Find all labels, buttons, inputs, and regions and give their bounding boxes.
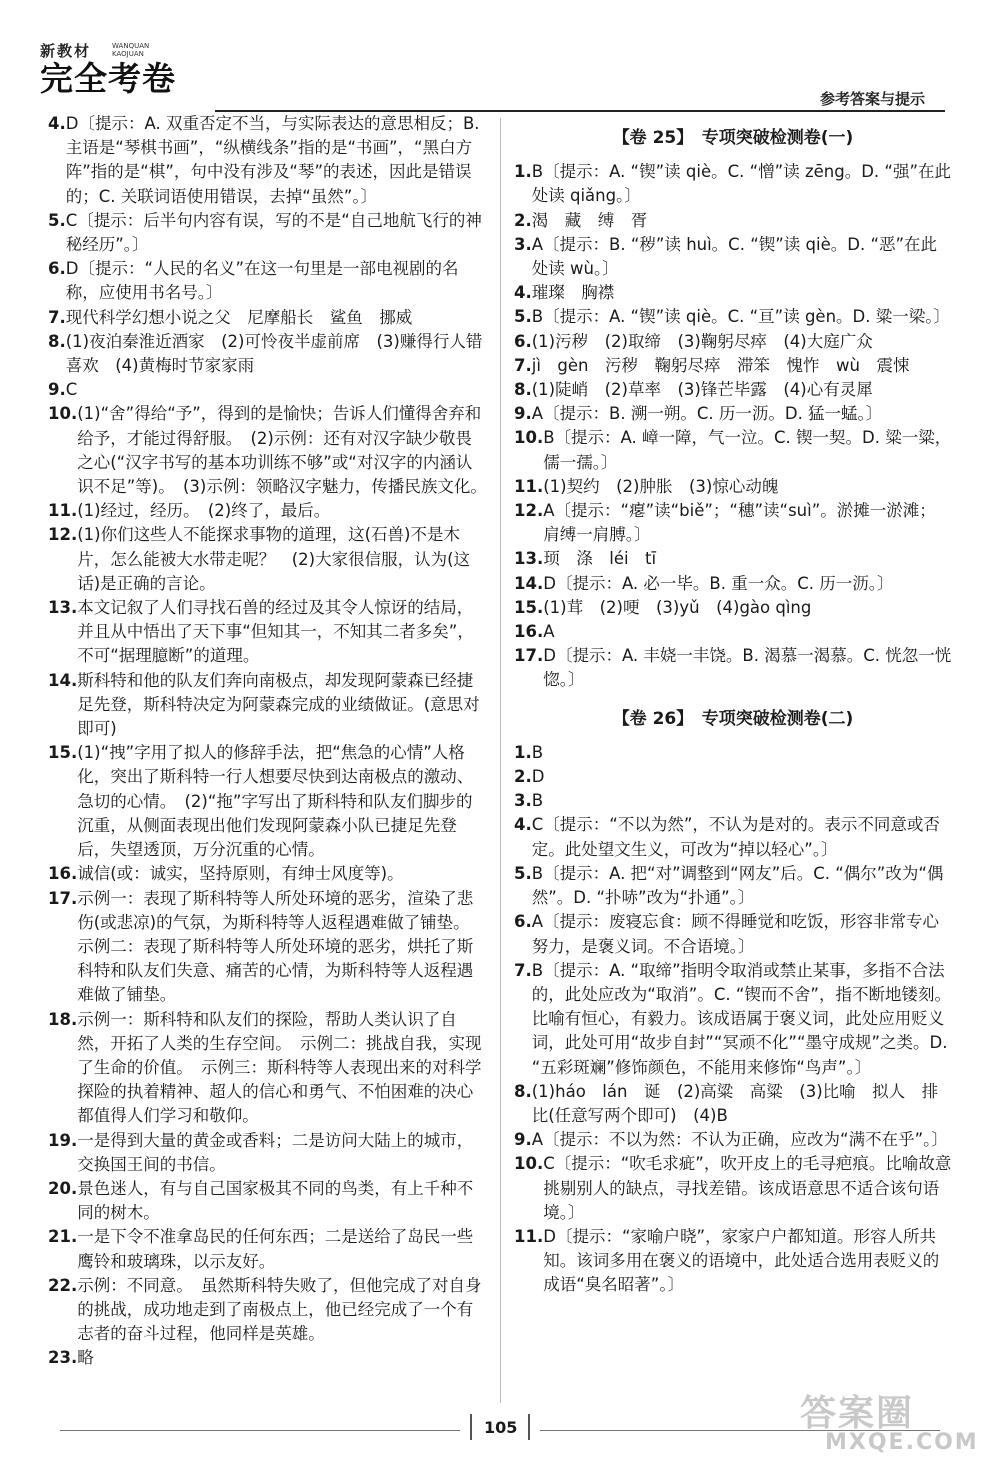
answer-number: 18. bbox=[48, 1009, 78, 1029]
answer-text: 一是下令不准拿岛民的任何东西；二是送给了岛民一些鹰铃和玻璃珠，以示友好。 bbox=[77, 1227, 474, 1271]
answer-number: 10. bbox=[514, 1154, 544, 1174]
answer-item bbox=[48, 499, 488, 523]
answer-text: D〔提示：A. 丰娆一丰饶。B. 渴慕一渴慕。C. 恍忽一恍惚。〕 bbox=[543, 646, 952, 690]
answer-text: D〔提示：A. 必一毕。B. 重一众。C. 历一沥。〕 bbox=[543, 573, 894, 593]
answer-item bbox=[514, 426, 952, 474]
answer-text: 示例一：表现了斯科特等人所处环境的恶劣，渲染了悲伤(或悲凉)的气氛，为斯科特等人返程遇难做了铺垫。 示例二：表现了斯科特等人所处环境的恶劣，烘托了斯科特和队友们失意、痛苦的心情，为斯科特等人返程遇难做了铺垫。 bbox=[77, 888, 478, 1005]
answer-text: (1)háo lán 诞 (2)高粱 高粱 (3)比喻 拟人 排比(任意写两个即可) (4)B bbox=[531, 1081, 939, 1125]
page-number: 105 bbox=[484, 1418, 518, 1437]
answer-number: 17. bbox=[514, 646, 544, 666]
answer-item bbox=[48, 209, 488, 257]
right-column bbox=[514, 112, 952, 1298]
answer-number: 13. bbox=[514, 549, 544, 569]
answer-number: 3. bbox=[514, 791, 532, 811]
answer-item bbox=[514, 354, 952, 378]
answer-item bbox=[514, 1152, 952, 1225]
answer-number: 21. bbox=[48, 1227, 78, 1247]
answer-number: 11. bbox=[514, 476, 544, 496]
answer-number: 22. bbox=[48, 1275, 78, 1295]
answer-item bbox=[48, 1225, 488, 1273]
answer-text: C〔提示：“不以为然”，不认为是对的。表示不同意或否定。此处望文生义，可改为“掉以轻心”。〕 bbox=[531, 815, 940, 859]
answer-item bbox=[514, 547, 952, 571]
answer-text: 略 bbox=[77, 1348, 94, 1368]
answer-item bbox=[514, 741, 952, 765]
answer-number: 17. bbox=[48, 888, 78, 908]
answer-item bbox=[48, 112, 488, 209]
answer-item bbox=[48, 402, 488, 499]
answer-text: 示例：不同意。 虽然斯科特失败了，但他完成了对自身的挑战，成功地走到了南极点上，他已经完成了一个有志者的奋斗过程，他同样是英雄。 bbox=[77, 1275, 482, 1344]
answer-number: 4. bbox=[514, 283, 532, 303]
answer-text: B〔提示：A. 嶂一障，气一泣。C. 锲一契。D. 粱一粱，儒一孺。〕 bbox=[543, 428, 952, 472]
answer-number: 6. bbox=[514, 912, 532, 932]
answer-text: C〔提示：后半句内容有误，写的不是“自己地航飞行的神秘经历”。〕 bbox=[65, 210, 482, 255]
answer-item bbox=[48, 887, 488, 1008]
answer-item bbox=[48, 1346, 488, 1370]
answer-text: (1)“舍”得给“予”，得到的是愉快；告诉人们懂得舍弃和给予，才能过得舒服。 (2)示例：还有对汉字缺少敬畏之心(“汉字书写的基本功训练不够”或“对汉字的内涵认识不足”等)。 (3)示例：领略汉字魅力，传播民族文化。 bbox=[77, 404, 487, 497]
brand-small-text: 新教材 bbox=[40, 42, 92, 60]
section-heading: 【卷 26】 专项突破检测卷(二) bbox=[612, 708, 854, 729]
answer-text: 斯科特和他的队友们奔向南极点，却发现阿蒙森已经捷足先登，斯科特决定为阿蒙森完成的业绩做证。(意思对即可) bbox=[77, 670, 480, 739]
answer-item bbox=[48, 596, 488, 669]
answer-item bbox=[514, 160, 952, 208]
answer-text: D〔提示：“人民的名义”在这一句里是一部电视剧的名称，应使用书名号。〕 bbox=[65, 259, 459, 303]
answer-item bbox=[514, 209, 952, 233]
answer-text: 顼 涤 léi tī bbox=[543, 549, 657, 569]
answer-number: 2. bbox=[514, 210, 532, 230]
answer-number: 8. bbox=[48, 331, 66, 351]
answer-number: 12. bbox=[48, 525, 78, 545]
answer-item bbox=[514, 378, 952, 402]
answer-number: 6. bbox=[48, 259, 66, 279]
answer-text: (1)污秽 (2)取缔 (3)鞠躬尽瘁 (4)大庭广众 bbox=[531, 331, 873, 351]
answer-text: A〔提示：废寝忘食：顾不得睡觉和吃饭，形容非常专心努力，是褒义词。不合语境。〕 bbox=[531, 912, 940, 956]
answer-text: D〔提示：A. 双重否定不当，与实际表达的意思相反；B. 主语是“琴棋书画”，“纵横线条”指的是“书画”，“黑白方阵”指的是“棋”，句中没有涉及“琴”的表述，因此是错误的；C. 关联词语使用错误，去掉“虽然”。〕 bbox=[65, 114, 480, 206]
answer-text: (1)你们这些人不能探求事物的道理，这(石兽)不是木片，怎么能被大水带走呢？ (2)大家很信服，认为(这话)是正确的言论。 bbox=[77, 525, 471, 593]
answer-number: 1. bbox=[514, 162, 532, 182]
answer-item bbox=[514, 233, 952, 281]
answer-item bbox=[514, 644, 952, 692]
answer-item bbox=[514, 1080, 952, 1128]
answer-item bbox=[48, 1129, 488, 1177]
answer-number: 10. bbox=[48, 404, 78, 424]
answer-number: 6. bbox=[514, 331, 532, 351]
answer-text: (1)“拽”字用了拟人的修辞手法，把“焦急的心情”人格化，突出了斯科特一行人想要尽快到达南极点的激动、急切的心情。 (2)“拖”字写出了斯科特和队友们脚步的沉重，从侧面表现出他们发现阿蒙森小队已捷足先登后，失望透顶，万分沉重的心情。 bbox=[77, 743, 474, 860]
answer-item bbox=[514, 499, 952, 547]
answer-item bbox=[514, 862, 952, 910]
answer-item bbox=[514, 959, 952, 1080]
answer-item bbox=[514, 330, 952, 354]
answer-item bbox=[514, 1225, 952, 1298]
answer-number: 15. bbox=[514, 597, 544, 617]
answer-number: 12. bbox=[514, 501, 544, 521]
answer-item bbox=[514, 305, 952, 329]
watermark-bottom: MXQE.COM bbox=[825, 1430, 979, 1455]
footer-line-left bbox=[60, 1430, 460, 1431]
answer-text: 渴 藏 缚 胥 bbox=[531, 210, 648, 230]
answer-item bbox=[48, 1274, 488, 1347]
brand-title: 完全考卷 bbox=[40, 59, 176, 98]
answer-item bbox=[514, 1128, 952, 1152]
answer-item bbox=[514, 813, 952, 861]
answer-item bbox=[48, 523, 488, 596]
answer-text: A〔提示：B. 溯一朔。C. 历一沥。D. 猛一蜢。〕 bbox=[531, 404, 883, 424]
answer-item bbox=[48, 1008, 488, 1129]
answer-text: jì gèn 污秽 鞠躬尽瘁 滞笨 愧怍 wù 震悚 bbox=[531, 355, 910, 375]
answer-item bbox=[48, 378, 488, 402]
answer-item bbox=[514, 596, 952, 620]
brand-pinyin bbox=[112, 42, 149, 58]
answer-text: (1)经过，经历。 (2)终了，最后。 bbox=[77, 501, 331, 521]
answer-item bbox=[48, 330, 488, 378]
answer-item bbox=[514, 765, 952, 789]
brand-pinyin-1: WANQUAN bbox=[112, 42, 150, 50]
answer-item bbox=[514, 572, 952, 596]
answer-number: 2. bbox=[514, 767, 532, 787]
section-heading: 【卷 25】 专项突破检测卷(一) bbox=[612, 128, 854, 148]
answer-number: 1. bbox=[514, 742, 532, 762]
answer-number: 14. bbox=[48, 670, 78, 690]
answer-text: 诚信(或：诚实，坚持原则，有绅士风度等)。 bbox=[77, 864, 404, 884]
answer-text: B〔提示：A. “锲”读 qiè。C. “憎”读 zēng。D. “强”在此处读 qiǎng。〕 bbox=[531, 162, 951, 206]
answer-text: (1)茸 (2)哽 (3)yǔ (4)gào qìng bbox=[543, 597, 812, 617]
answer-number: 4. bbox=[48, 114, 66, 133]
answer-number: 11. bbox=[514, 1226, 544, 1246]
watermark-logo bbox=[800, 1395, 990, 1455]
answer-number: 20. bbox=[48, 1178, 78, 1198]
answer-number: 5. bbox=[48, 210, 66, 230]
answer-text: B〔提示：A. “取缔”指明令取消或禁止某事，多指不合法的，此处应改为“取消”。C. “锲而不舍”，指不断地镂刻。比喻有恒心，有毅力。该成语属于褒义词，此处应用贬义词，此处可用“故步自封”“冥顽不化”“墨守成规”之类。D. “五彩斑斓”修饰颜色，不能用来修饰“鸟声”。〕 bbox=[531, 960, 951, 1077]
answer-number: 5. bbox=[514, 307, 532, 327]
answer-number: 9. bbox=[514, 404, 532, 424]
answer-number: 7. bbox=[48, 307, 66, 327]
answer-item bbox=[514, 281, 952, 305]
answer-number: 15. bbox=[48, 743, 78, 763]
footer-bar-left bbox=[470, 1414, 472, 1440]
answer-text: (1)夜泊秦淮近酒家 (2)可怜夜半虚前席 (3)赚得行人错喜欢 (4)黄梅时节家家雨 bbox=[65, 331, 483, 376]
answer-item bbox=[514, 620, 952, 644]
answer-number: 9. bbox=[514, 1130, 532, 1150]
answer-text: D bbox=[531, 767, 545, 787]
answer-item bbox=[514, 402, 952, 426]
answer-number: 8. bbox=[514, 380, 532, 400]
answer-text: B bbox=[531, 791, 544, 811]
answer-text: B〔提示：A. 把“对”调整到“网友”后。C. “偶尔”改为“偶然”。D. “扑哧”改为“扑通”。〕 bbox=[531, 863, 944, 908]
answer-text: D〔提示：“家喻户晓”，家家户户都知道。形容人所共知。该词多用在褒义的语境中，此处适合选用表贬义的成语“臭名昭著”。〕 bbox=[543, 1226, 940, 1295]
answer-number: 14. bbox=[514, 573, 544, 593]
answer-item bbox=[48, 741, 488, 862]
answer-item bbox=[48, 669, 488, 742]
answer-text: B〔提示：A. “锲”读 qiè。C. “亘”读 gèn。D. 粱一梁。〕 bbox=[531, 307, 950, 327]
answer-number: 7. bbox=[514, 355, 532, 375]
answer-text: (1)陡峭 (2)草率 (3)锋芒毕露 (4)心有灵犀 bbox=[531, 380, 873, 400]
answer-number: 7. bbox=[514, 960, 532, 980]
column-divider bbox=[500, 118, 501, 1403]
answer-number: 11. bbox=[48, 501, 78, 521]
answer-number: 9. bbox=[48, 380, 66, 400]
brand-logo bbox=[40, 40, 176, 96]
page-header bbox=[0, 0, 1000, 120]
answer-text: A〔提示：不以为然：不认为正确，应改为“满不在乎”。〕 bbox=[531, 1130, 948, 1150]
answer-number: 10. bbox=[514, 428, 544, 448]
brand-pinyin-2: KAOJUAN bbox=[112, 50, 144, 58]
answer-item bbox=[48, 306, 488, 330]
header-section-title: 参考答案与提示 bbox=[819, 90, 925, 108]
answer-number: 5. bbox=[514, 863, 532, 883]
answer-text: 本文记叙了人们寻找石兽的经过及其令人惊讶的结局，并且从中悟出了天下事“但知其一，不知其二者多矣”，不可“据理臆断”的道理。 bbox=[77, 598, 474, 666]
answer-number: 4. bbox=[514, 815, 532, 835]
answer-text: C〔提示：“吹毛求疵”，吹开皮上的毛寻疤痕。比喻故意挑剔别人的缺点，寻找差错。该成语意思不适合该句语境。〕 bbox=[543, 1154, 952, 1222]
answer-number: 23. bbox=[48, 1348, 78, 1368]
answer-text: 一是得到大量的黄金或香料；二是访问大陆上的城市，交换国王间的书信。 bbox=[77, 1130, 474, 1174]
answer-text: (1)契约 (2)肿胀 (3)惊心动魄 bbox=[543, 476, 779, 496]
answer-text: C bbox=[65, 380, 78, 400]
answer-text: 景色迷人，有与自己国家极其不同的鸟类，有上千种不同的树木。 bbox=[77, 1178, 474, 1223]
answer-number: 19. bbox=[48, 1130, 78, 1150]
answer-text: 现代科学幻想小说之父 尼摩船长 鲨鱼 挪威 bbox=[65, 307, 413, 327]
answer-item bbox=[48, 257, 488, 305]
answer-text: B bbox=[531, 742, 544, 762]
answer-item bbox=[48, 862, 488, 886]
answer-item bbox=[514, 789, 952, 813]
answer-text: A〔提示：“瘪”读“biě”；“穗”读“suì”。淤摊一淤滩；肩缚一肩膊。〕 bbox=[543, 501, 936, 545]
answer-number: 8. bbox=[514, 1081, 532, 1101]
left-column bbox=[48, 112, 488, 1371]
footer-bar-right bbox=[528, 1414, 530, 1440]
watermark-top: 答案圈 bbox=[800, 1393, 915, 1434]
answer-item bbox=[514, 910, 952, 958]
answer-text: A bbox=[543, 622, 555, 642]
answer-number: 16. bbox=[48, 864, 78, 884]
answer-number: 3. bbox=[514, 234, 532, 254]
answer-number: 13. bbox=[48, 598, 78, 618]
answer-number: 16. bbox=[514, 622, 544, 642]
answer-item bbox=[48, 1177, 488, 1225]
answer-text: 璀璨 胸襟 bbox=[531, 283, 615, 303]
answer-text: A〔提示：B. “秽”读 huì。C. “锲”读 qiè。D. “恶”在此处读 wù。〕 bbox=[531, 234, 938, 279]
answer-item bbox=[514, 475, 952, 499]
answer-text: 示例一：斯科特和队友们的探险，帮助人类认识了自然，开拓了人类的生存空间。 示例二：挑战自我，实现了生命的价值。 示例三：斯科特等人表现出来的对科学探险的执着精神、超人的信心和勇气、不怕困难的决心都值得人们学习和敬仰。 bbox=[77, 1009, 482, 1126]
